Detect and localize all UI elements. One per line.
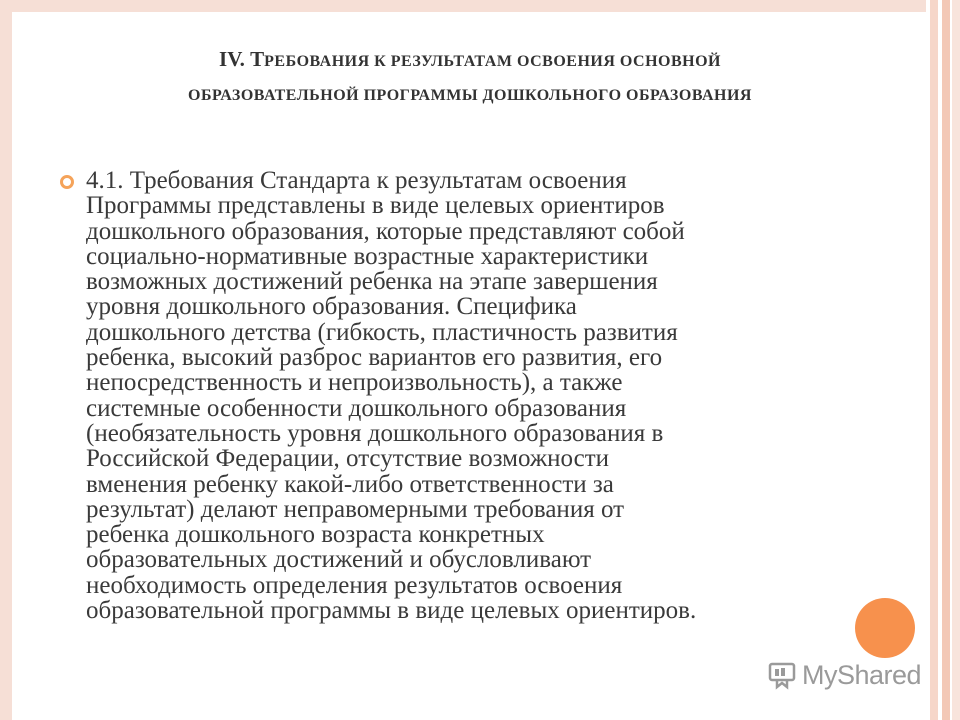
body-line: дошкольного образования, которые представляют собой (86, 217, 685, 245)
body-line: уровня дошкольного образования. Специфика (86, 293, 577, 321)
body-line: системные особенности дошкольного образования (86, 394, 627, 422)
body-line: Российской Федерации, отсутствие возможности (86, 445, 609, 473)
title-numeral: IV. Т (219, 47, 265, 71)
body-line: дошкольного детства (гибкость, пластичность развития (86, 318, 678, 346)
slide-border-left (0, 0, 12, 720)
title-line-2: ОБРАЗОВАТЕЛЬНОЙ ПРОГРАММЫ ДОШКОЛЬНОГО ОБРАЗОВАНИЯ (188, 87, 752, 104)
body-line: (необязательность уровня дошкольного образования в (86, 419, 664, 447)
myshared-watermark (768, 655, 921, 695)
body-line: возможных достижений ребенка на этапе завершения (86, 268, 658, 296)
title-line-1 (60, 42, 880, 79)
body-line: необходимость определения результатов освоения (86, 571, 623, 599)
body-line: 4.1. Требования Стандарта к результатам освоения (86, 167, 627, 194)
body-line: непосредственность и непроизвольность), а также (86, 369, 623, 397)
body-line: ребенка, высокий разброс вариантов его развития, его (86, 344, 663, 372)
bullet-icon (60, 175, 74, 189)
slide-border-top (12, 0, 932, 12)
body-line: ребенка дошкольного возраста конкретных (86, 521, 545, 549)
slide-body-text (86, 168, 846, 623)
watermark-text: MyShared (802, 659, 922, 690)
myshared-logo-icon (768, 660, 796, 690)
body-line: социально-нормативные возрастные характеристики (86, 242, 649, 270)
decorative-stripes (926, 0, 960, 720)
title-line-1-rest: РЕБОВАНИЯ К РЕЗУЛЬТАТАМ ОСВОЕНИЯ ОСНОВНОЙ (264, 53, 721, 70)
decorative-orange-circle (855, 598, 915, 658)
body-line: вменения ребенку какой-либо ответственности за (86, 470, 614, 498)
body-line: образовательных достижений и обусловливают (86, 546, 592, 574)
body-line: образовательной программы в виде целевых ориентиров. (86, 597, 697, 625)
body-line: Программы представлены в виде целевых ориентиров (86, 192, 665, 220)
body-line: результат) делают неправомерными требования от (86, 495, 625, 523)
slide-title (60, 42, 880, 113)
